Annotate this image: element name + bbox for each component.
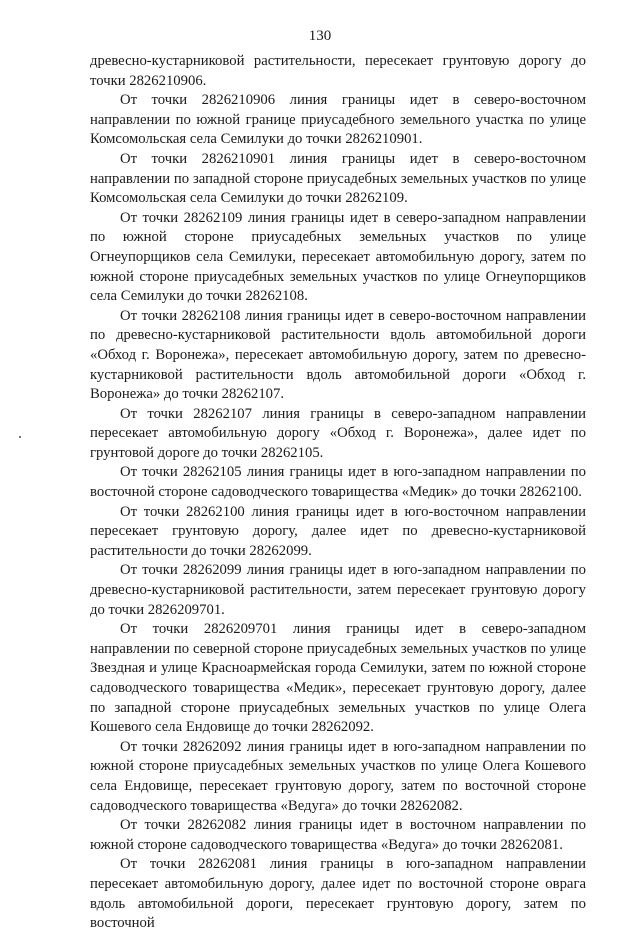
paragraph: От точки 28262105 линия границы идет в юго-западном направлении по восточной стороне садоводческого товарищества «Медик» до точки 28262100.: [90, 464, 586, 501]
paragraph: От точки 2826210901 линия границы идет в северо-восточном направлении по западной стороне приусадебных земельных участков по улице Комсомольская села Семилуки до точки 28262109.: [90, 150, 586, 207]
paragraph: От точки 28262099 линия границы идет в юго-западном направлении по древесно-кустарниковой растительности, затем пересекает грунтовую дорогу до точки 2826209701.: [90, 562, 586, 618]
paragraph: От точки 28262100 линия границы идет в юго-восточном направлении пересекает грунтовую дорогу, далее идет по древесно-кустарниковой растительности до точки 28262099.: [90, 503, 586, 559]
paragraph: От точки 28262109 линия границы идет в северо-западном направлении по южной стороне приусадебных земельных участков по улице Огнеупорщиков села Семилуки, пересекает автомобильную дорогу, затем по южной стороне приусадебных земельных участков по улице Огнеупорщиков села Семилуки до точки 28262108.: [90, 209, 586, 305]
paragraph: От точки 28262108 линия границы идет в северо-восточном направлении по древесно-кустарниковой растительности вдоль автомобильной дороги «Обход г. Воронежа», пересекает автомобильную дорогу, затем по древесно-кустарниковой растительности вдоль автомобильной дороги «Обход г. Воронежа» до точки 28262107.: [90, 307, 586, 403]
document-body: [90, 52, 586, 934]
paragraph: От точки 28262082 линия границы идет в восточном направлении по южной стороне садоводческого товарищества «Ведуга» до точки 28262081.: [90, 817, 586, 853]
paragraph: От точки 2826209701 линия границы идет в северо-западном направлении по северной стороне приусадебных земельных участков по улице Звездная и улице Красноармейская города Семилуки, затем по южной стороне садоводческого товарищества «Медик», пересекает грунтовую дорогу, далее по западной стороне приусадебных земельных участков по улице Олега Кошевого села Ендовище до точки 28262092.: [90, 621, 586, 736]
margin-mark: [19, 436, 21, 438]
paragraph: От точки 2826210906 линия границы идет в северо-восточном направлении по южной границе приусадебного земельного участка по улице Комсомольская села Семилуки до точки 2826210901.: [90, 92, 586, 148]
paragraph: От точки 28262081 линия границы в юго-западном направлении пересекает автомобильную дорогу, далее идет по восточной стороне оврага вдоль автомобильной дороги, пересекает грунтовую дорогу, затем по восточной: [90, 856, 586, 932]
paragraph: От точки 28262107 линия границы в северо-западном направлении пересекает автомобильную дорогу «Обход г. Воронежа», далее идет по грунтовой дороге до точки 28262105.: [90, 405, 586, 461]
paragraph: От точки 28262092 линия границы идет в юго-западном направлении по южной стороне приусадебных земельных участков по улице Олега Кошевого села Ендовище, пересекает грунтовую дорогу, затем по восточной стороне садоводческого товарищества «Ведуга» до точки 28262082.: [90, 738, 586, 814]
page-number: 130: [308, 28, 332, 44]
paragraph: древесно-кустарниковой растительности, пересекает грунтовую дорогу до точки 2826210906.: [90, 53, 586, 89]
